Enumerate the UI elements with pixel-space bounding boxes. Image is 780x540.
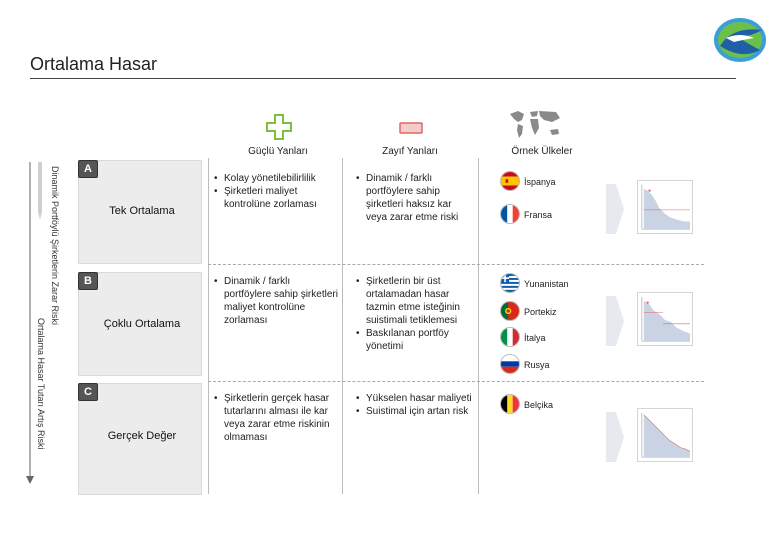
chevron-right-icon — [606, 296, 624, 346]
row-label-coklu-ortalama: Çoklu Ortalama — [103, 318, 181, 330]
column-divider — [342, 158, 343, 494]
row-c-weaknesses-list — [356, 392, 472, 418]
list-item: • Şirketleri maliyet kontrolüne zorlaması — [214, 185, 340, 211]
country-name: Fransa — [524, 210, 553, 220]
country-name: İspanya — [524, 177, 556, 187]
row-label-gercek-deger: Gerçek Değer — [107, 430, 177, 442]
italy-flag-icon — [500, 327, 520, 347]
world-map-icon — [508, 108, 562, 140]
column-divider — [478, 158, 479, 494]
row-divider — [208, 264, 704, 265]
chevron-right-icon — [606, 412, 624, 462]
axis-label-inner: Dinamik Portföylü Şirketlerin Zarar Riski — [50, 166, 60, 326]
column-divider — [208, 158, 209, 494]
greece-flag-icon — [500, 273, 520, 293]
country-name: İtalya — [524, 333, 546, 343]
row-badge-b: B — [78, 272, 98, 290]
thumbnail-chart-icon — [637, 408, 693, 462]
list-item: • Suistimal için artan risk — [356, 405, 472, 418]
company-logo-icon — [712, 16, 768, 64]
column-header-countries: Örnek Ülkeler — [511, 146, 573, 157]
russia-flag-icon — [500, 354, 520, 374]
plus-icon — [266, 114, 292, 140]
thumbnail-chart-icon — [637, 292, 693, 346]
row-label-tek-ortalama: Tek Ortalama — [109, 205, 175, 217]
row-divider — [208, 381, 704, 382]
row-b-weaknesses-list — [356, 275, 472, 353]
axis-label-outer: Ortalama Hasar Tutarı Artış Riski — [36, 318, 46, 450]
portugal-flag-icon — [500, 301, 520, 321]
spain-flag-icon — [500, 171, 520, 191]
list-item: • Şirketlerin bir üst ortalamadan hasar tazmin etme isteğinin suistimali tetiklemesi — [356, 275, 472, 327]
row-a-strengths-list — [214, 172, 340, 211]
chevron-right-icon — [606, 184, 624, 234]
row-c-strengths-list — [214, 392, 340, 444]
row-a-weaknesses-list — [356, 172, 472, 224]
thumbnail-chart-icon — [637, 180, 693, 234]
country-name: Yunanistan — [524, 279, 569, 289]
minus-icon — [399, 122, 423, 134]
row-badge-a: A — [78, 160, 98, 178]
list-item: • Şirketlerin gerçek hasar tutarlarını alması ile kar veya zarar etme riskinin olmaması — [214, 392, 340, 444]
row-badge-c: C — [78, 383, 98, 401]
belgium-flag-icon — [500, 394, 520, 414]
country-name: Rusya — [524, 360, 550, 370]
country-name: Belçika — [524, 400, 554, 410]
column-header-strengths: Güçlü Yanları — [248, 146, 308, 157]
country-name: Portekiz — [524, 307, 557, 317]
france-flag-icon — [500, 204, 520, 224]
list-item: • Dinamik / farklı portföylere sahip şirketleri haksız kar veya zarar etme riski — [356, 172, 472, 224]
title-divider — [30, 78, 736, 79]
list-item: • Baskılanan portföy yönetimi — [356, 327, 472, 353]
list-item: • Kolay yönetilebilirlilik — [214, 172, 340, 185]
row-b-strengths-list — [214, 275, 340, 327]
list-item: • Dinamik / farklı portföylere sahip şirketleri maliyet kontrolüne zorlaması — [214, 275, 340, 327]
page-title: Ortalama Hasar — [30, 54, 158, 74]
list-item: • Yükselen hasar maliyeti — [356, 392, 472, 405]
column-header-weaknesses: Zayıf Yanları — [382, 146, 438, 157]
